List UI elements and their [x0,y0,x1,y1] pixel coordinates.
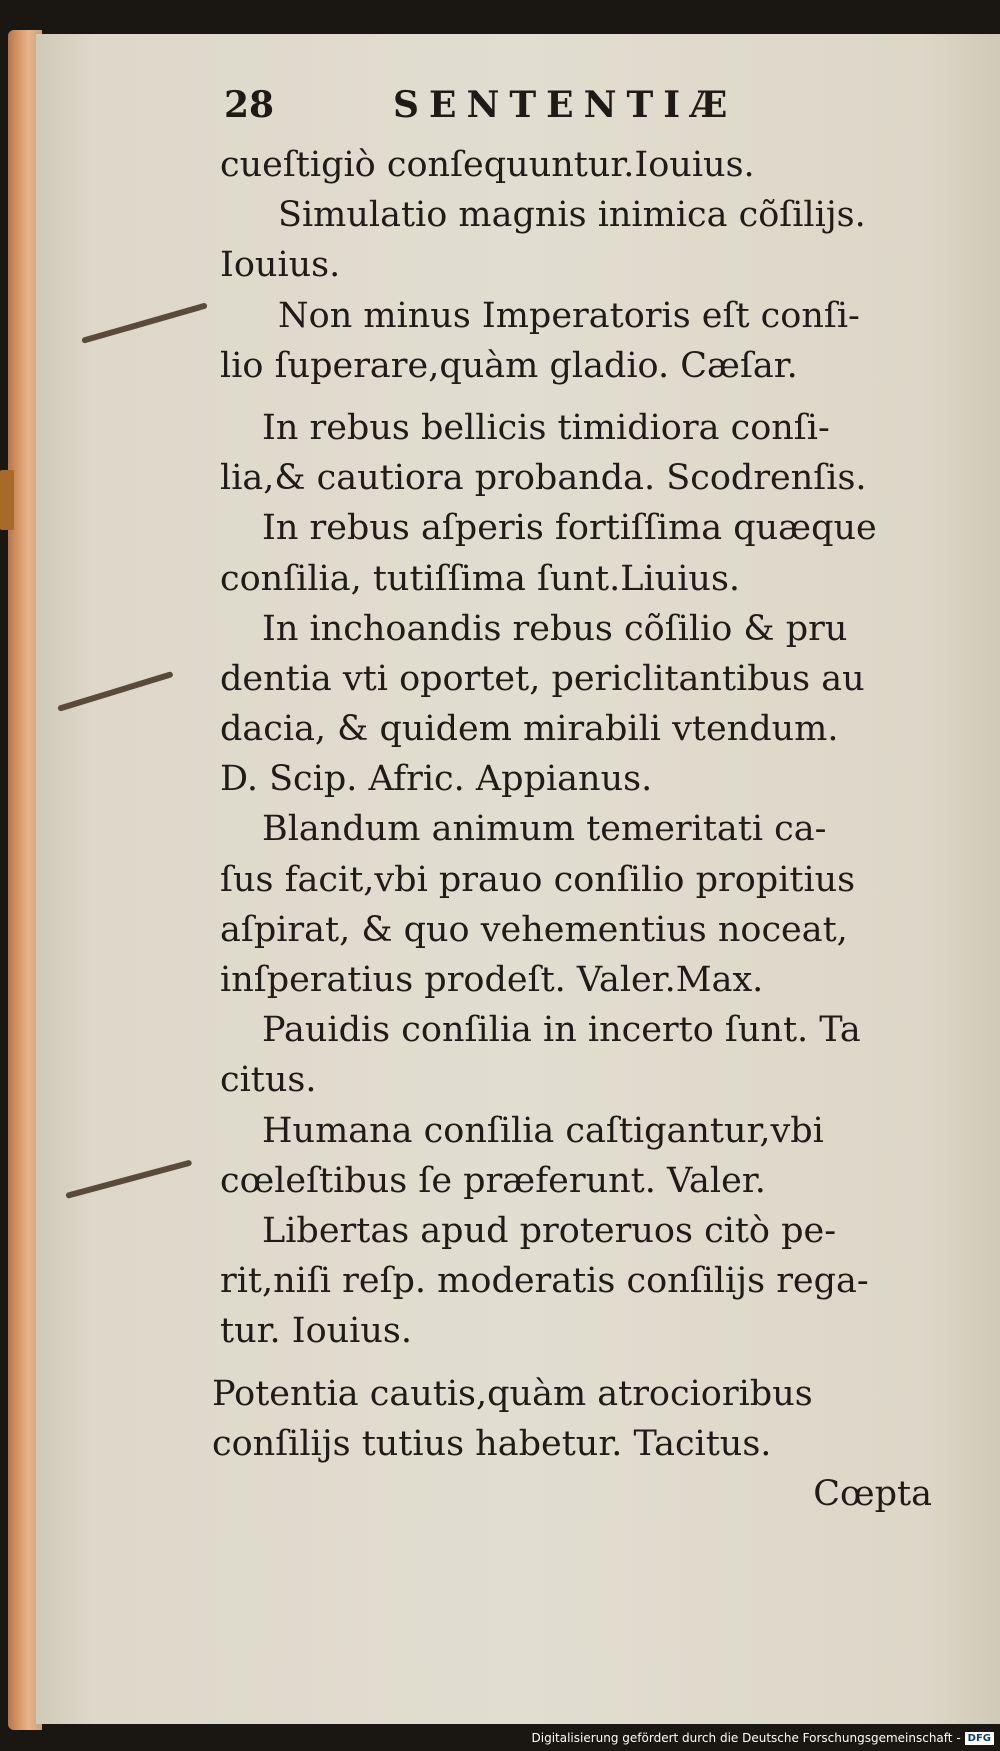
text-line: dentia vti oportet, periclitantibus au [220,658,865,699]
text-line: Blandum animum temeritati ca- [262,809,827,850]
text-line: citus. [220,1060,317,1101]
text-line: Iouius. [220,245,341,286]
text-line: Humana conſilia caſtigantur,vbi [262,1110,824,1151]
text-line: Pauidis conſilia in incerto ſunt. Ta [262,1010,861,1051]
text-line: In inchoandis rebus cõſilio & pru [262,608,848,649]
page-number: 28 [224,84,275,126]
text-line: inſperatius prodeſt. Valer.Max. [220,960,764,1000]
text-line: conſilia, tutiſſima ſunt.Liuius. [220,558,741,599]
text-line: Non minus Imperatoris eſt conſi- [278,295,860,336]
credit-text: Digitalisierung gefördert durch die Deutsche Forschungsgemeinschaft - [531,1731,961,1745]
text-line: conſilijs tutius habetur. Tacitus. [212,1423,772,1464]
text-line: D. Scip. Afric. Appianus. [220,759,653,800]
text-line: dacia, & quidem mirabili vtendum. [220,709,839,750]
text-line: In rebus aſperis fortiſſima quæque [262,508,877,549]
text-line: Potentia cautis,quàm atrocioribus [212,1373,813,1414]
text-line: tur. Iouius. [220,1311,413,1352]
text-line: cueſtigiò conſequuntur.Iouius. [220,145,755,185]
text-line: rit,niſi reſp. moderatis conſilijs rega- [220,1261,869,1302]
text-line: Simulatio magnis inimica cõſilijs. [278,195,866,236]
book-clasp [0,470,14,530]
text-line: cœleſtibus ſe præferunt. Valer. [220,1160,766,1201]
text-line: lia,& cautiora probanda. Scodrenſis. [220,458,867,499]
text-line: In rebus bellicis timidiora conſi- [262,407,830,448]
text-line: lio ſuperare,quàm gladio. Cæſar. [220,345,798,386]
body-text [212,140,940,1519]
text-line: aſpirat, & quo vehementius noceat, [220,909,848,950]
running-title: SENTENTIÆ [393,84,738,126]
catchword: Cœpta [813,1473,932,1514]
dfg-logo: DFG [965,1732,994,1745]
running-head [0,84,1000,134]
text-line: Libertas apud proteruos citò pe- [262,1210,837,1251]
digitization-credit [532,1727,995,1749]
text-line: ſus facit,vbi prauo conſilio propitius [220,859,856,900]
